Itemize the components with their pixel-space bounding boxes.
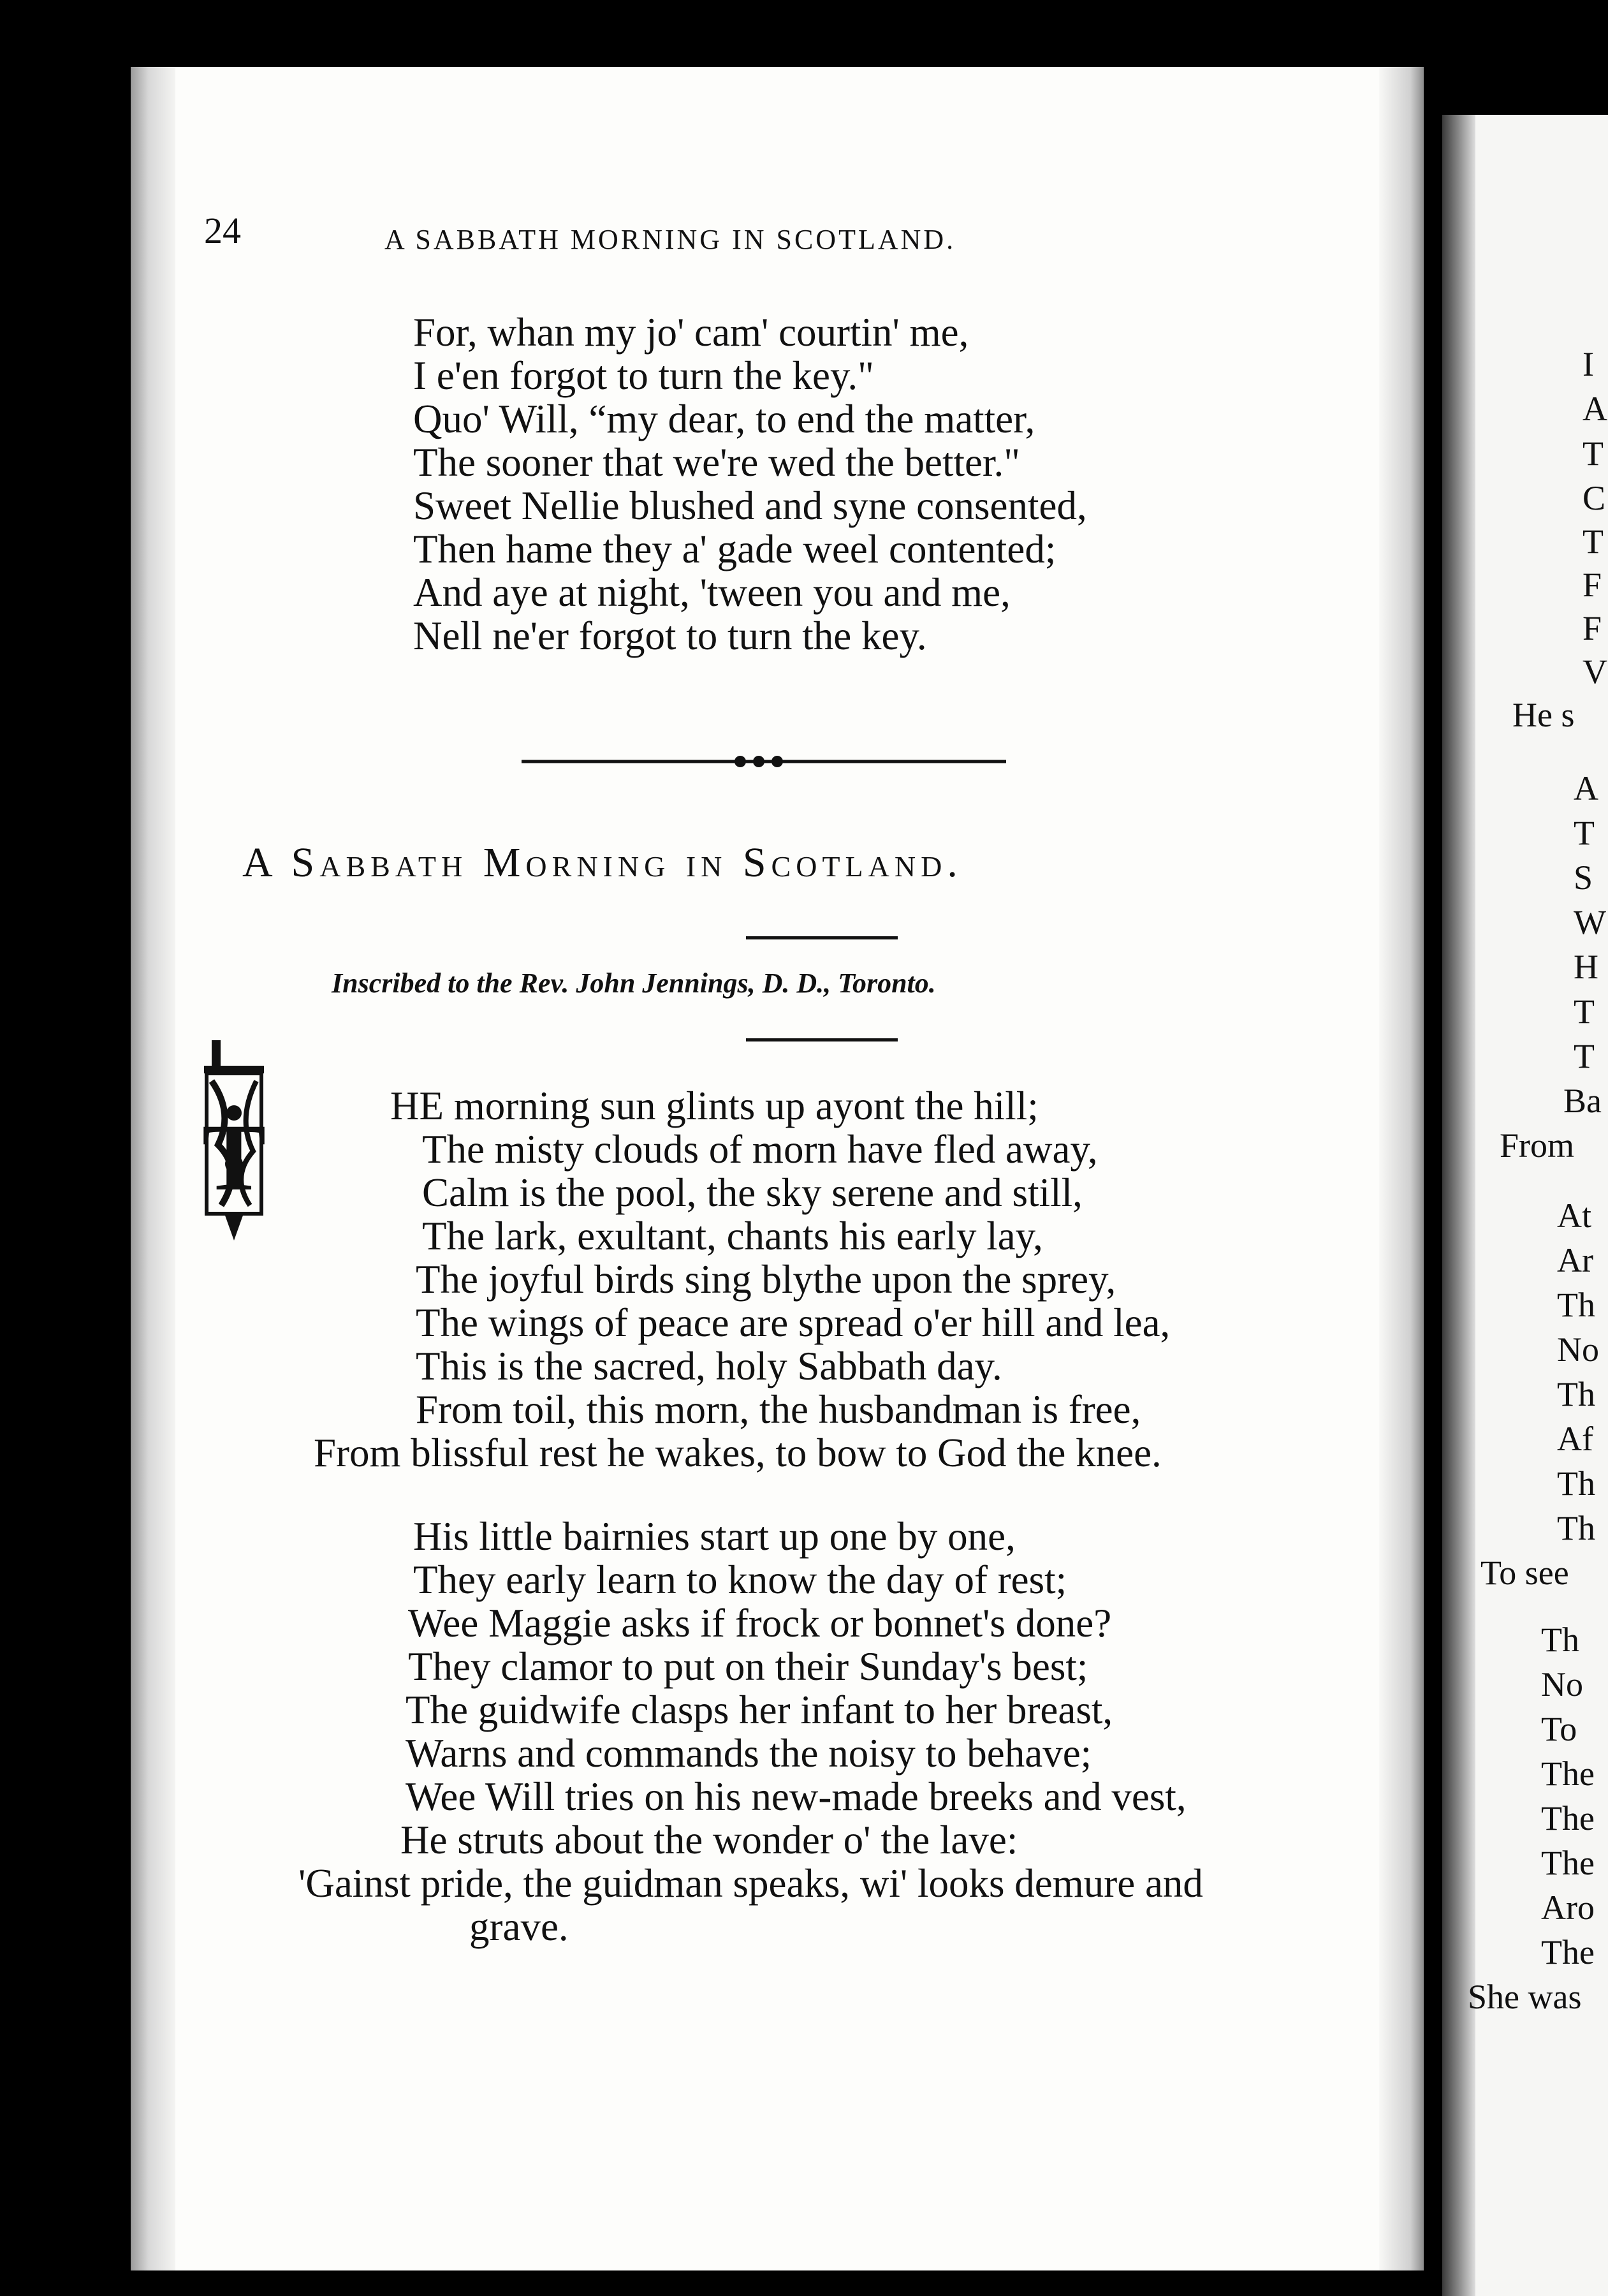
facing-page-fragment: F [1582, 566, 1602, 604]
facing-page-fragment: She was [1468, 1978, 1582, 2016]
facing-page-fragment: T [1582, 522, 1604, 561]
facing-page-fragment: He s [1512, 696, 1575, 734]
facing-page-fragment: To see [1480, 1554, 1569, 1592]
facing-page-fragment: H [1574, 948, 1598, 986]
facing-page-fragment: F [1582, 609, 1602, 647]
facing-page-fragment: No [1557, 1330, 1599, 1369]
facing-page-fragment: Th [1541, 1621, 1579, 1659]
facing-page-fragment: W [1574, 903, 1606, 941]
page-left-edge [131, 67, 175, 2270]
facing-page-fragment: Th [1557, 1464, 1595, 1503]
stanza2-line: grave. [469, 1904, 569, 1949]
prev-poem-line: And aye at night, 'tween you and me, [413, 570, 1011, 615]
poem-title: A Sabbath Morning in Scotland. [242, 839, 963, 886]
facing-page-fragment: Aro [1541, 1888, 1595, 1927]
title-rule [746, 936, 898, 939]
stanza2-line: Warns and commands the noisy to behave; [406, 1731, 1092, 1776]
stanza1-line: Calm is the pool, the sky serene and still, [422, 1170, 1083, 1215]
stanza2-line: They clamor to put on their Sunday's best; [408, 1644, 1088, 1689]
facing-page-fragment: T [1574, 992, 1595, 1031]
prev-poem-line: For, whan my jo' cam' courtin' me, [413, 310, 969, 355]
running-title: A SABBATH MORNING IN SCOTLAND. [384, 224, 956, 255]
prev-poem-line: Nell ne'er forgot to turn the key. [413, 614, 927, 658]
prev-poem-line: Sweet Nellie blushed and syne consented, [413, 483, 1087, 528]
facing-page-fragment: To [1541, 1710, 1577, 1748]
facing-page [1442, 115, 1608, 2296]
facing-page-fragment: From [1500, 1126, 1575, 1165]
facing-page-fragment: At [1557, 1196, 1591, 1235]
facing-page-fragment: T [1582, 434, 1604, 473]
prev-poem-line: Then hame they a' gade weel contented; [413, 527, 1056, 571]
facing-page-fragment: C [1582, 479, 1606, 517]
stanza1-line: From toil, this morn, the husbandman is free, [416, 1387, 1141, 1432]
prev-poem-line: I e'en forgot to turn the key." [413, 353, 874, 398]
facing-page-fragment: The [1541, 1844, 1595, 1882]
facing-page-fragment: I [1582, 345, 1594, 383]
facing-page-fragment: Af [1557, 1420, 1593, 1458]
poem-dedication: Inscribed to the Rev. John Jennings, D. D., Toronto. [332, 968, 936, 999]
stanza2-line: 'Gainst pride, the guidman speaks, wi' looks demure and [298, 1861, 1203, 1906]
facing-page-fragment: Th [1557, 1509, 1595, 1547]
stanza1-line: HE morning sun glints up ayont the hill; [390, 1084, 1039, 1128]
facing-page-fragment: No [1541, 1665, 1583, 1704]
stanza1-line: From blissful rest he wakes, to bow to God the knee. [314, 1431, 1162, 1475]
facing-page-fragment: Ba [1563, 1082, 1602, 1120]
facing-page-fragment: Th [1557, 1286, 1595, 1324]
facing-page-fragment: The [1541, 1933, 1595, 1971]
stanza2-line: Wee Will tries on his new-made breeks and vest, [406, 1774, 1187, 1819]
stanza2-line: Wee Maggie asks if frock or bonnet's done? [408, 1601, 1112, 1645]
stanza2-line: His little bairnies start up one by one, [413, 1514, 1016, 1559]
facing-page-fragment: A [1582, 390, 1607, 428]
stanza1-line: This is the sacred, holy Sabbath day. [416, 1344, 1002, 1388]
stanza2-line: The guidwife clasps her infant to her breast, [406, 1688, 1113, 1732]
stanza2-line: He struts about the wonder o' the lave: [400, 1818, 1018, 1862]
facing-page-fragment: S [1574, 858, 1593, 897]
facing-page-gutter [1442, 115, 1475, 2296]
facing-page-fragment: V [1582, 652, 1607, 691]
prev-poem-line: The sooner that we're wed the better." [413, 440, 1020, 485]
facing-page-fragment: Th [1557, 1375, 1595, 1413]
page-number: 24 [204, 210, 241, 251]
stanza1-line: The joyful birds sing blythe upon the sprey, [416, 1257, 1116, 1302]
facing-page-fragment: A [1574, 769, 1598, 807]
stanza1-line: The misty clouds of morn have fled away, [422, 1127, 1098, 1172]
prev-poem-line: Quo' Will, “my dear, to end the matter, [413, 397, 1035, 441]
ornamental-divider [522, 755, 1006, 768]
drop-cap-ornament [199, 1036, 269, 1247]
page-right-edge [1379, 67, 1424, 2270]
stanza2-line: They early learn to know the day of rest; [413, 1557, 1067, 1602]
drop-cap-letter: T [201, 1105, 267, 1211]
facing-page-fragment: Ar [1557, 1241, 1593, 1279]
facing-page-fragment: The [1541, 1755, 1595, 1793]
facing-page-fragment: T [1574, 1037, 1595, 1075]
facing-page-fragment: T [1574, 814, 1595, 852]
stanza1-line: The wings of peace are spread o'er hill and lea, [416, 1300, 1171, 1345]
stanza1-line: The lark, exultant, chants his early lay, [422, 1214, 1043, 1258]
dedication-rule [746, 1038, 898, 1041]
facing-page-fragment: The [1541, 1799, 1595, 1837]
